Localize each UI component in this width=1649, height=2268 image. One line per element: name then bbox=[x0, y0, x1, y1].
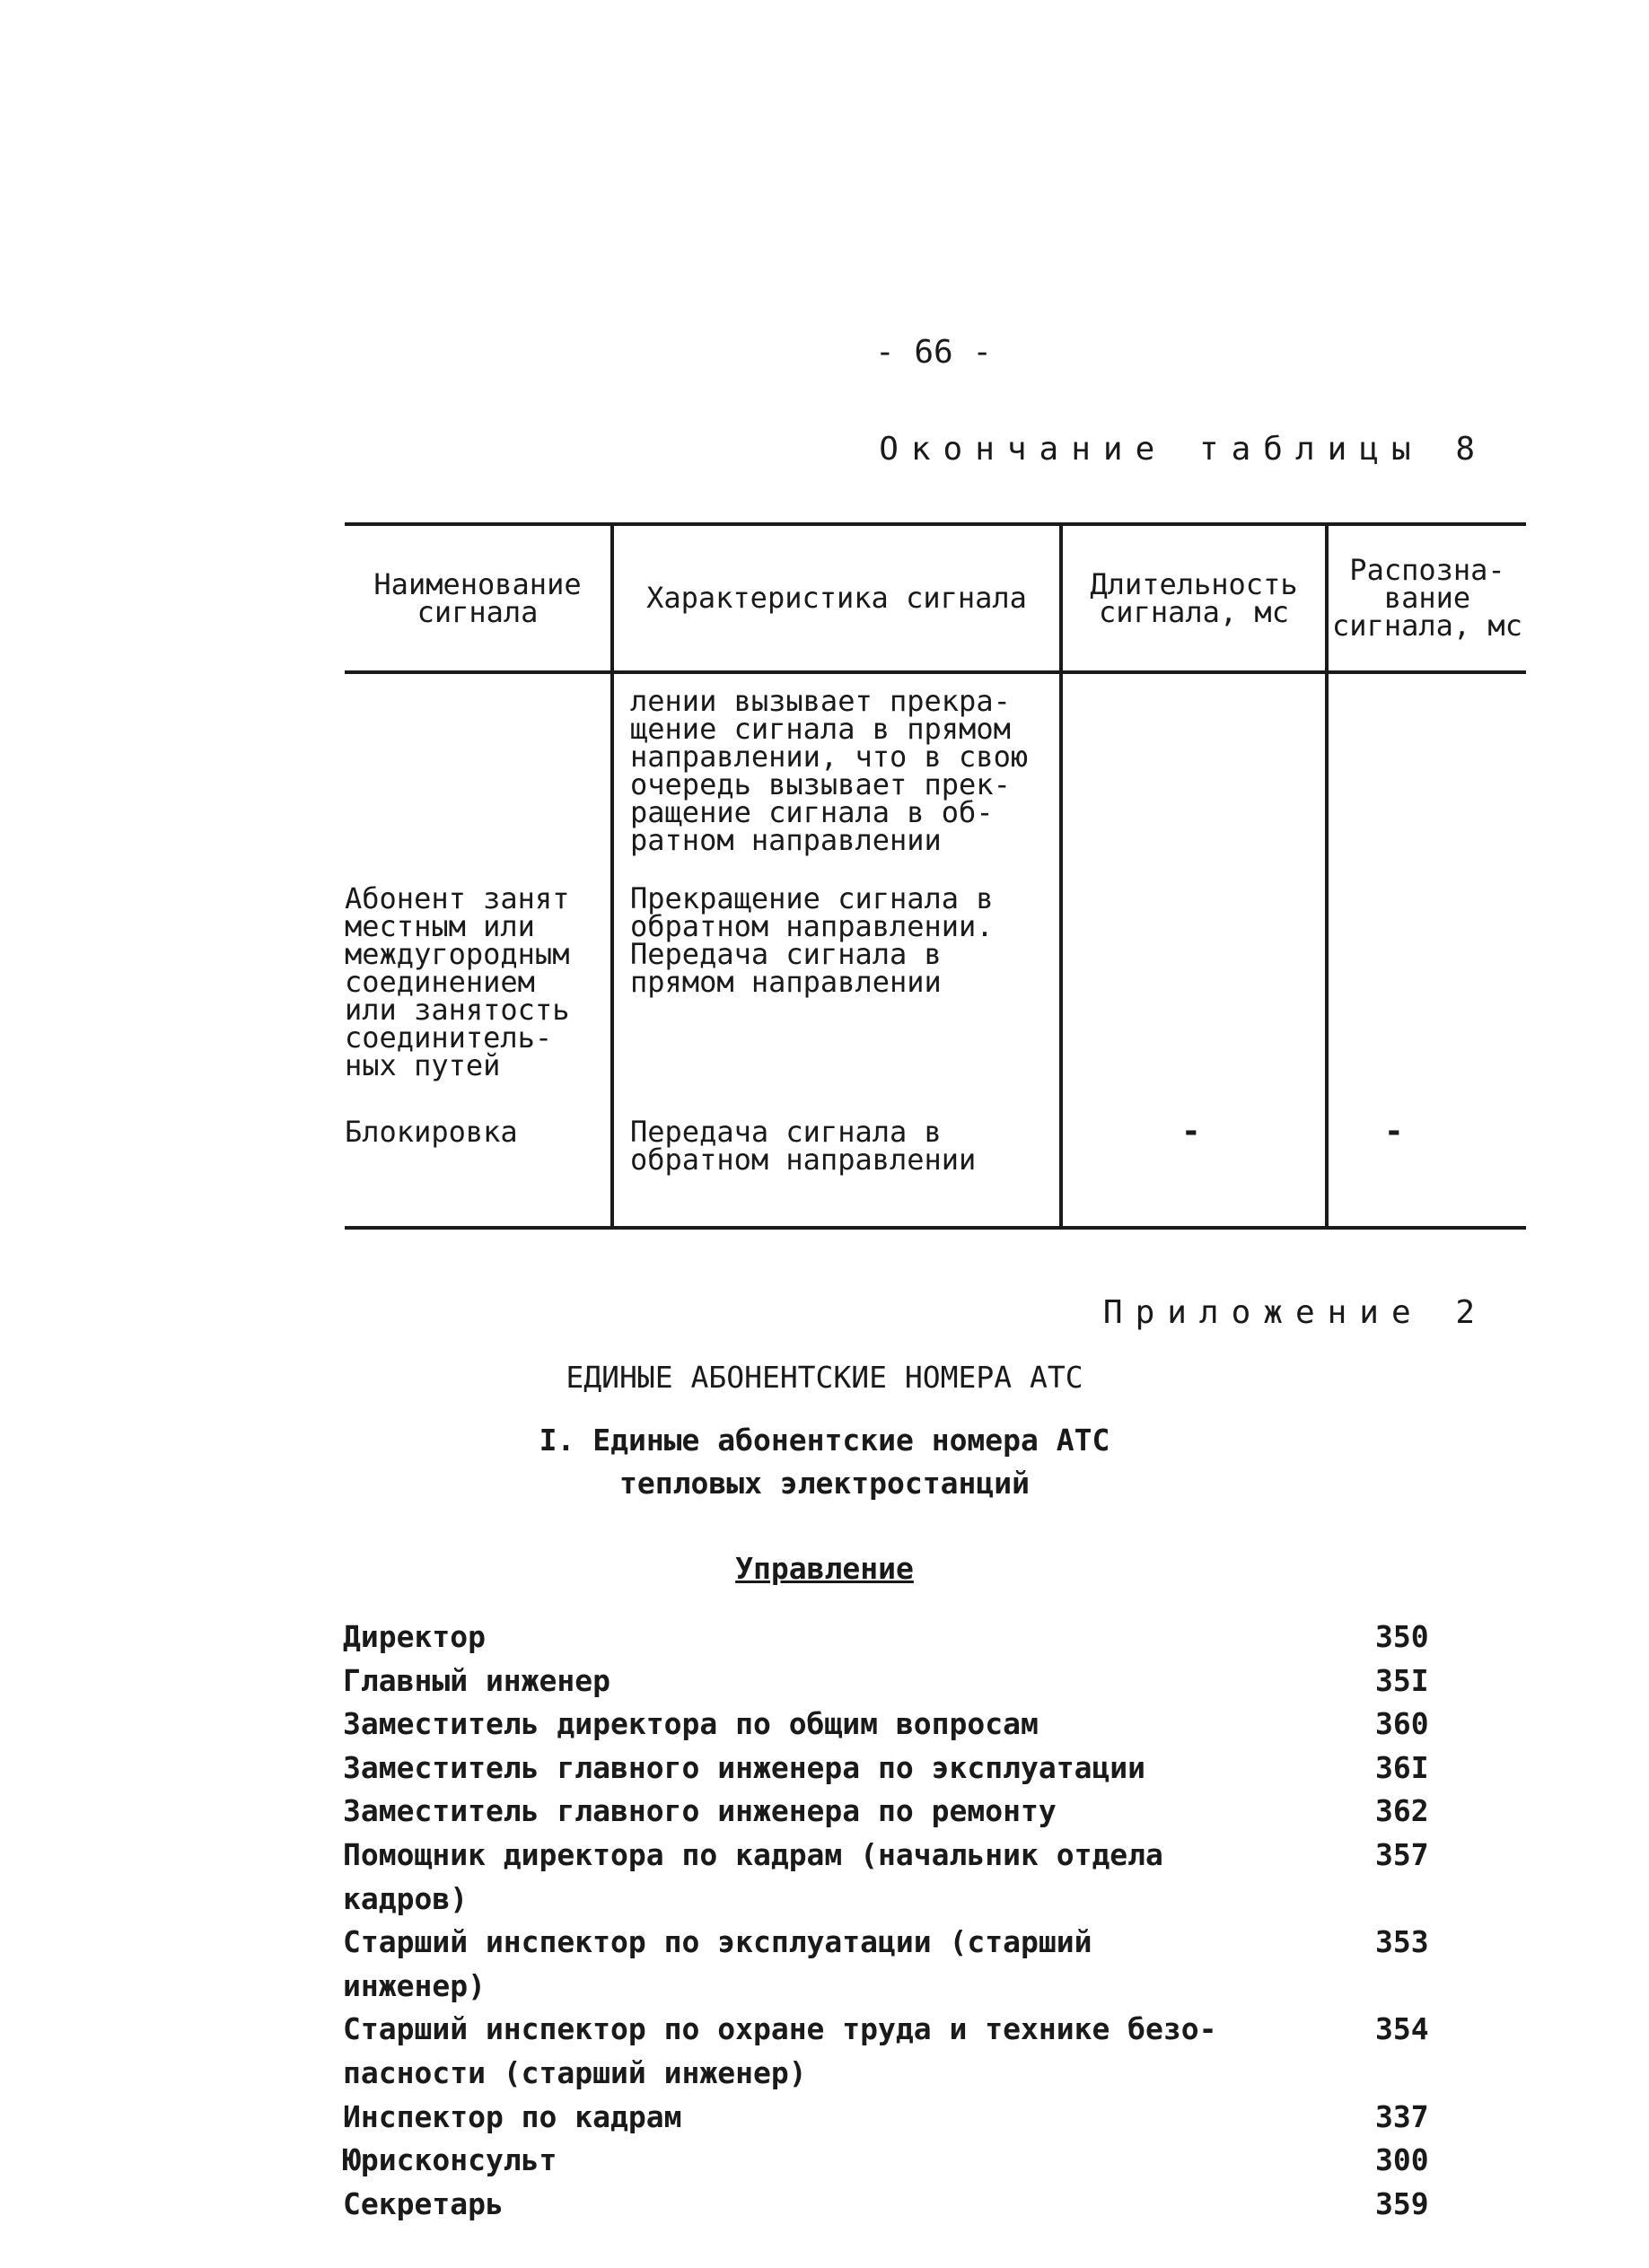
row3-duration: - bbox=[1181, 1113, 1201, 1150]
signal-table bbox=[345, 522, 1526, 1230]
directory-position: Юрисконсульт bbox=[343, 2142, 557, 2178]
directory-number: 337 bbox=[1375, 2098, 1429, 2134]
header-signal-duration: Длительность сигнала, мс bbox=[1090, 566, 1298, 629]
section-heading-line2: тепловых электростанций bbox=[619, 1466, 1030, 1501]
header-signal-characteristic: Характеристика сигнала bbox=[646, 581, 1027, 615]
directory-row bbox=[343, 1921, 1474, 2008]
header-signal-name: Наименование сигнала bbox=[373, 566, 582, 629]
phone-directory bbox=[343, 1616, 1474, 2226]
table-continuation-title: Окончание таблицы 8 bbox=[879, 431, 1487, 468]
header-signal-recognition: Распозна- вание сигнала, мс bbox=[1332, 553, 1522, 643]
directory-position: Старший инспектор по эксплуатации (старший инженер) bbox=[343, 1924, 1092, 2003]
directory-row bbox=[343, 1790, 1474, 1834]
appendix-label: Приложение 2 bbox=[1102, 1294, 1487, 1331]
directory-row bbox=[343, 1616, 1474, 1659]
directory-position: Заместитель главного инженера по ремонту bbox=[343, 1793, 1057, 1829]
directory-number: 353 bbox=[1375, 1924, 1429, 1960]
directory-position: Помощник директора по кадрам (начальник отдела кадров) bbox=[343, 1836, 1163, 1916]
directory-number: 35I bbox=[1375, 1662, 1429, 1698]
directory-row bbox=[343, 2139, 1474, 2183]
page-number: - 66 - bbox=[874, 334, 993, 371]
directory-number: 362 bbox=[1375, 1793, 1429, 1829]
directory-row bbox=[343, 2183, 1474, 2227]
directory-position: Инспектор по кадрам bbox=[343, 2098, 682, 2134]
directory-position: Главный инженер bbox=[343, 1662, 611, 1698]
directory-position: Заместитель главного инженера по эксплуатации bbox=[343, 1749, 1146, 1785]
row3-recognition: - bbox=[1384, 1113, 1404, 1150]
directory-number: 36I bbox=[1375, 1749, 1429, 1785]
directory-number: 350 bbox=[1375, 1619, 1429, 1654]
row1-characteristic: лении вызывает прекра- щение сигнала в прямом направлении, что в свою очередь вызывает прек- ращение сигнала в об- ратном направлении bbox=[630, 684, 1029, 857]
directory-row bbox=[343, 1834, 1474, 1921]
row2-characteristic: Прекращение сигнала в обратном направлении. Передача сигнала в прямом направлении bbox=[630, 881, 994, 999]
directory-number: 300 bbox=[1375, 2142, 1429, 2178]
directory-position: Секретарь bbox=[343, 2185, 504, 2221]
section-heading: I. Единые абонентские номера АТС bbox=[539, 1423, 1110, 1458]
directory-row bbox=[343, 1659, 1474, 1703]
directory-row bbox=[343, 1747, 1474, 1791]
directory-number: 357 bbox=[1375, 1836, 1429, 1872]
directory-number: 354 bbox=[1375, 2011, 1429, 2047]
subsection-heading: Управление bbox=[735, 1551, 914, 1586]
header-divider bbox=[345, 670, 1526, 674]
directory-position: Заместитель директора по общим вопросам bbox=[343, 1706, 1039, 1742]
appendix-title: ЕДИНЫЕ АБОНЕНТСКИЕ НОМЕРА АТС bbox=[566, 1360, 1083, 1395]
directory-position: Старший инспектор по охране труда и технике безо- пасности (старший инженер) bbox=[343, 2011, 1217, 2090]
row2-signal-name: Абонент занят местным или междугородным соединением или занятость соединитель- ных путей bbox=[345, 881, 570, 1082]
directory-row bbox=[343, 2096, 1474, 2140]
directory-number: 359 bbox=[1375, 2185, 1429, 2221]
directory-position: Директор bbox=[343, 1619, 486, 1654]
row3-signal-name: Блокировка bbox=[345, 1115, 518, 1149]
directory-row bbox=[343, 2008, 1474, 2095]
row3-characteristic: Передача сигнала в обратном направлении bbox=[630, 1115, 977, 1177]
directory-number: 360 bbox=[1375, 1706, 1429, 1742]
directory-row bbox=[343, 1703, 1474, 1747]
